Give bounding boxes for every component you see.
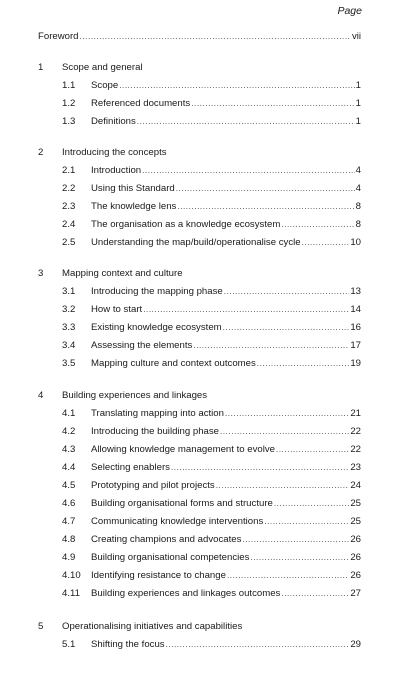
dot-leader (224, 285, 350, 299)
dot-leader (80, 30, 351, 44)
entry-number: 4.4 (62, 462, 76, 473)
entry-line (91, 97, 361, 111)
entry-line (91, 587, 361, 601)
entry-title: Assessing the elements (91, 340, 193, 351)
toc-entry (0, 497, 417, 511)
dot-leader (225, 407, 349, 421)
entry-title: Translating mapping into action (91, 408, 224, 419)
toc-entry (0, 61, 417, 75)
entry-number: 4.5 (62, 480, 76, 491)
entry-number: 4.3 (62, 444, 76, 455)
entry-title: Building experiences and linkages (62, 390, 208, 401)
entry-line (62, 620, 361, 634)
dot-leader (302, 236, 350, 250)
page-number: 25 (350, 498, 361, 509)
toc-entry (0, 533, 417, 547)
entry-line (91, 407, 361, 421)
entry-line (91, 479, 361, 493)
dot-leader (166, 638, 350, 652)
page-number: 4 (355, 183, 361, 194)
entry-title: Introducing the concepts (62, 147, 167, 158)
entry-line (91, 339, 361, 353)
page-number: 8 (355, 219, 361, 230)
toc-entry (0, 638, 417, 652)
dot-leader (281, 587, 349, 601)
toc-entry (0, 357, 417, 371)
entry-line (91, 357, 361, 371)
dot-leader (281, 218, 354, 232)
entry-title: Scope and general (62, 62, 143, 73)
toc-entry (0, 620, 417, 634)
entry-number: 4 (38, 390, 44, 401)
dot-leader (142, 164, 355, 178)
entry-title: How to start (91, 304, 143, 315)
toc-entry (0, 303, 417, 317)
toc-entry (0, 79, 417, 93)
entry-line (91, 551, 361, 565)
entry-number: 2.3 (62, 201, 76, 212)
toc-entry (0, 587, 417, 601)
entry-title: Building organisational forms and structure (91, 498, 273, 509)
entry-line (62, 146, 361, 160)
entry-line (91, 303, 361, 317)
entry-title: Foreword (38, 31, 79, 42)
entry-title: Mapping context and culture (62, 268, 183, 279)
entry-line (91, 533, 361, 547)
entry-line (91, 515, 361, 529)
entry-number: 4.2 (62, 426, 76, 437)
dot-leader (191, 97, 354, 111)
toc-entry (0, 321, 417, 335)
page-column-label: Page (337, 5, 362, 17)
toc-entry (0, 407, 417, 421)
entry-number: 5.1 (62, 639, 76, 650)
entry-line (38, 30, 361, 44)
toc-entry (0, 461, 417, 475)
dot-leader (216, 479, 350, 493)
entry-title: Definitions (91, 116, 136, 127)
entry-line (62, 389, 361, 403)
page-number: 27 (350, 588, 361, 599)
entry-title: The organisation as a knowledge ecosystem (91, 219, 281, 230)
entry-number: 2.5 (62, 237, 76, 248)
entry-number: 4.7 (62, 516, 76, 527)
entry-title: Communicating knowledge interventions (91, 516, 264, 527)
entry-number: 4.8 (62, 534, 76, 545)
toc-entry (0, 218, 417, 232)
entry-number: 3.5 (62, 358, 76, 369)
entry-number: 4.1 (62, 408, 76, 419)
page-number: 17 (350, 340, 361, 351)
toc-entry (0, 115, 417, 129)
dot-leader (177, 200, 354, 214)
entry-line (91, 218, 361, 232)
toc-entry (0, 146, 417, 160)
entry-number: 3.3 (62, 322, 76, 333)
page-number: 26 (350, 534, 361, 545)
dot-leader (119, 79, 354, 93)
entry-title: Building organisational competencies (91, 552, 250, 563)
page-number: 26 (350, 570, 361, 581)
dot-leader (264, 515, 349, 529)
toc-entry (0, 267, 417, 281)
page-number: 22 (350, 426, 361, 437)
page-number: 26 (350, 552, 361, 563)
toc-entry (0, 339, 417, 353)
toc-entry (0, 200, 417, 214)
entry-line (91, 321, 361, 335)
entry-title: Using this Standard (91, 183, 175, 194)
entry-number: 1 (38, 62, 44, 73)
entry-title: The knowledge lens (91, 201, 177, 212)
dot-leader (223, 321, 350, 335)
toc-entry (0, 515, 417, 529)
dot-leader (250, 551, 349, 565)
entry-number: 2.4 (62, 219, 76, 230)
entry-title: Mapping culture and context outcomes (91, 358, 256, 369)
page-number: 22 (350, 444, 361, 455)
toc-entry (0, 97, 417, 111)
page-number: 25 (350, 516, 361, 527)
toc-entry (0, 182, 417, 196)
entry-line (62, 267, 361, 281)
page-number: 8 (355, 201, 361, 212)
page-number: 4 (355, 165, 361, 176)
dot-leader (137, 115, 355, 129)
entry-title: Shifting the focus (91, 639, 165, 650)
page-number: 16 (350, 322, 361, 333)
dot-leader (220, 425, 349, 439)
entry-line (91, 182, 361, 196)
page-number: 14 (350, 304, 361, 315)
entry-line (91, 79, 361, 93)
entry-line (62, 61, 361, 75)
entry-title: Introducing the building phase (91, 426, 220, 437)
entry-title: Understanding the map/build/operationalise cycle (91, 237, 301, 248)
entry-line (91, 115, 361, 129)
toc-entry (0, 569, 417, 583)
entry-number: 3 (38, 268, 44, 279)
entry-title: Building experiences and linkages outcomes (91, 588, 281, 599)
entry-line (91, 200, 361, 214)
page-number: 24 (350, 480, 361, 491)
entry-number: 1.3 (62, 116, 76, 127)
entry-number: 4.10 (62, 570, 81, 581)
page-number: 1 (355, 98, 361, 109)
entry-number: 4.9 (62, 552, 76, 563)
entry-number: 1.1 (62, 80, 76, 91)
entry-number: 2.2 (62, 183, 76, 194)
entry-title: Allowing knowledge management to evolve (91, 444, 275, 455)
page-number: 13 (350, 286, 361, 297)
toc-entry (0, 425, 417, 439)
toc-entry (0, 479, 417, 493)
entry-line (91, 569, 361, 583)
entry-line (91, 285, 361, 299)
dot-leader (171, 461, 349, 475)
entry-line (91, 164, 361, 178)
entry-title: Introduction (91, 165, 142, 176)
entry-title: Operationalising initiatives and capabilities (62, 621, 243, 632)
entry-line (91, 443, 361, 457)
dot-leader (176, 182, 355, 196)
page-number: 29 (350, 639, 361, 650)
entry-title: Identifying resistance to change (91, 570, 226, 581)
entry-number: 3.4 (62, 340, 76, 351)
toc-entry (0, 30, 417, 44)
page-number: vii (351, 31, 361, 42)
toc-entry (0, 551, 417, 565)
entry-line (91, 425, 361, 439)
entry-title: Prototyping and pilot projects (91, 480, 215, 491)
dot-leader (257, 357, 350, 371)
dot-leader (274, 497, 349, 511)
toc-entry (0, 236, 417, 250)
page-number: 23 (350, 462, 361, 473)
dot-leader (193, 339, 349, 353)
entry-number: 1.2 (62, 98, 76, 109)
toc-entry (0, 285, 417, 299)
dot-leader (227, 569, 349, 583)
entry-line (91, 497, 361, 511)
page-number: 1 (355, 80, 361, 91)
entry-title: Referenced documents (91, 98, 191, 109)
toc-entry (0, 389, 417, 403)
entry-title: Scope (91, 80, 119, 91)
dot-leader (276, 443, 349, 457)
entry-number: 3.2 (62, 304, 76, 315)
entry-line (91, 638, 361, 652)
entry-number: 4.11 (62, 588, 80, 599)
page-number: 19 (350, 358, 361, 369)
page-number: 10 (350, 237, 361, 248)
entry-title: Introducing the mapping phase (91, 286, 223, 297)
dot-leader (242, 533, 349, 547)
page-number: 1 (355, 116, 361, 127)
entry-title: Selecting enablers (91, 462, 170, 473)
entry-title: Existing knowledge ecosystem (91, 322, 222, 333)
entry-line (91, 236, 361, 250)
entry-number: 5 (38, 621, 44, 632)
toc-entry (0, 164, 417, 178)
entry-title: Creating champions and advocates (91, 534, 242, 545)
page-number: 21 (350, 408, 361, 419)
entry-number: 3.1 (62, 286, 76, 297)
entry-line (91, 461, 361, 475)
entry-number: 2.1 (62, 165, 76, 176)
toc-entry (0, 443, 417, 457)
entry-number: 2 (38, 147, 44, 158)
dot-leader (143, 303, 349, 317)
entry-number: 4.6 (62, 498, 76, 509)
